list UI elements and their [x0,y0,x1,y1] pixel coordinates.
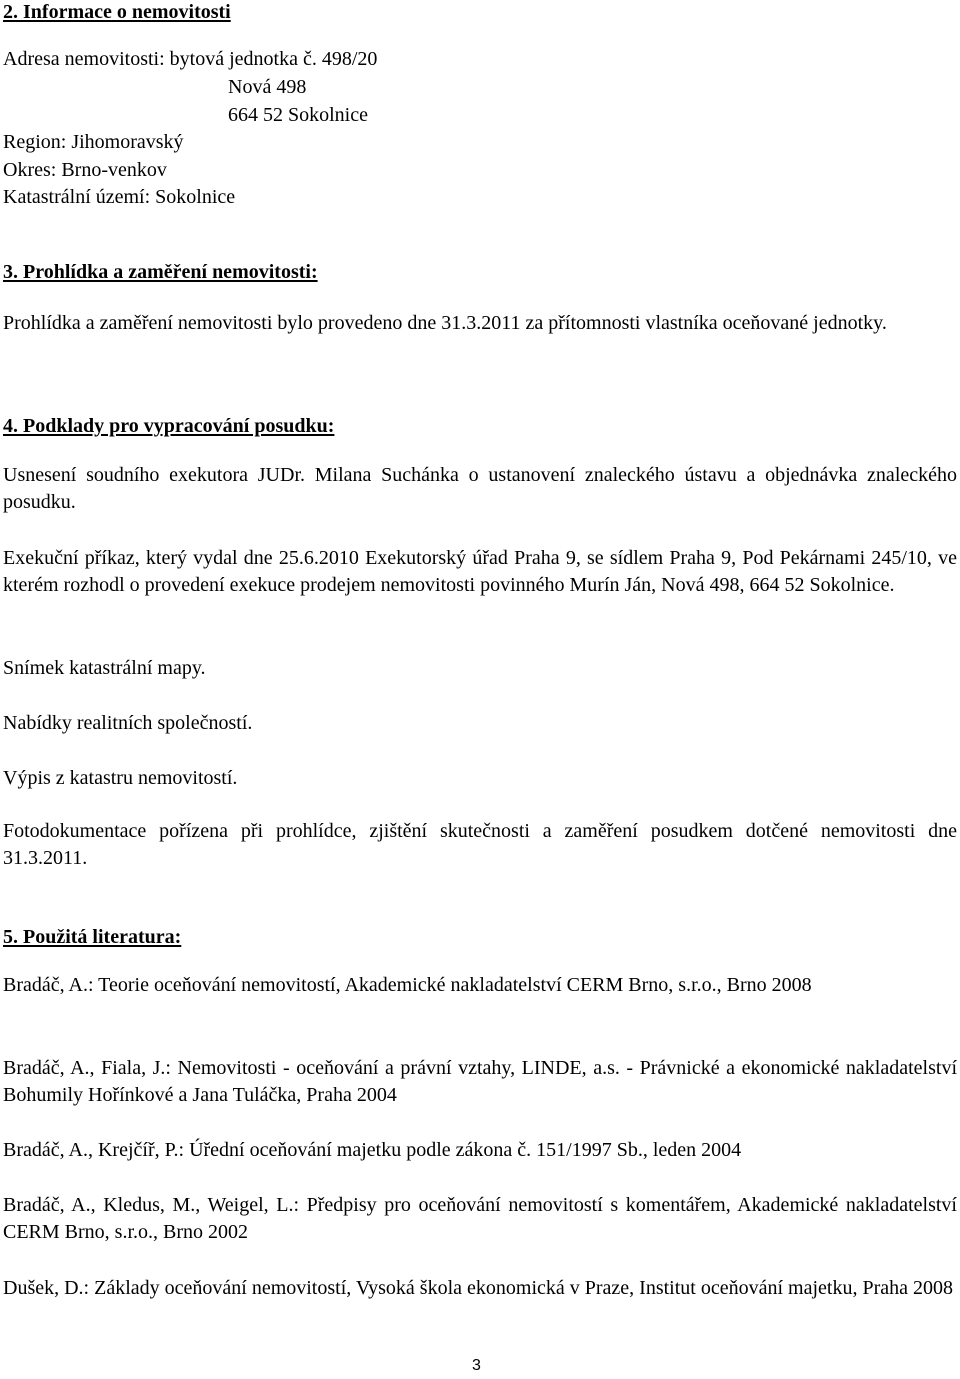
address-line-2: Nová 498 [228,76,307,98]
address-line-1: Adresa nemovitosti: bytová jednotka č. 498/20 [3,48,378,70]
basis-item: Usnesení soudního exekutora JUDr. Milana Suchánka o ustanovení znaleckého ústavu a objednávka znaleckého posudku. [3,464,957,513]
literature-item: Bradáč, A., Kledus, M., Weigel, L.: Předpisy pro oceňování nemovitostí s komentářem, Akademické nakladatelství CERM Brno, s.r.o., Brno 2002 [3,1194,957,1243]
literature-item: Dušek, D.: Základy oceňování nemovitostí, Vysoká škola ekonomická v Praze, Institut oceňování majetku, Praha 2008 [3,1277,953,1299]
basis-item: Snímek katastrální mapy. [3,657,206,679]
district-line: Okres: Brno-venkov [3,159,167,181]
basis-item: Exekuční příkaz, který vydal dne 25.6.2010 Exekutorský úřad Praha 9, se sídlem Praha 9, Pod Pekárnami 245/10, ve kterém rozhodl o provedení exekuce prodejem nemovitosti povinného Murín Ján, Nová 498, 664 52 Sokolnice. [3,547,957,596]
section-3-heading: 3. Prohlídka a zaměření nemovitosti: [3,261,318,283]
section-2-heading: 2. Informace o nemovitosti [3,1,231,23]
region-line: Region: Jihomoravský [3,131,184,153]
basis-item: Výpis z katastru nemovitostí. [3,767,238,789]
literature-item: Bradáč, A., Krejčíř, P.: Úřední oceňování majetku podle zákona č. 151/1997 Sb., leden 2004 [3,1139,742,1161]
basis-item: Nabídky realitních společností. [3,712,253,734]
section-3-text: Prohlídka a zaměření nemovitosti bylo provedeno dne 31.3.2011 za přítomnosti vlastníka oceňované jednotky. [3,312,887,334]
literature-item: Bradáč, A., Fiala, J.: Nemovitosti - oceňování a právní vztahy, LINDE, a.s. - Právnické a ekonomické nakladatelství Bohumily Hořínkové a Jana Tuláčka, Praha 2004 [3,1057,957,1106]
literature-item: Bradáč, A.: Teorie oceňování nemovitostí, Akademické nakladatelství CERM Brno, s.r.o., Brno 2008 [3,974,812,996]
cadastral-line: Katastrální území: Sokolnice [3,186,236,208]
address-line-3: 664 52 Sokolnice [228,104,368,126]
page-number: 3 [472,1357,481,1374]
section-5-heading: 5. Použitá literatura: [3,926,182,948]
section-4-heading: 4. Podklady pro vypracování posudku: [3,415,335,437]
basis-item: Fotodokumentace pořízena při prohlídce, zjištění skutečnosti a zaměření posudkem dotčené nemovitosti dne 31.3.2011. [3,820,957,869]
